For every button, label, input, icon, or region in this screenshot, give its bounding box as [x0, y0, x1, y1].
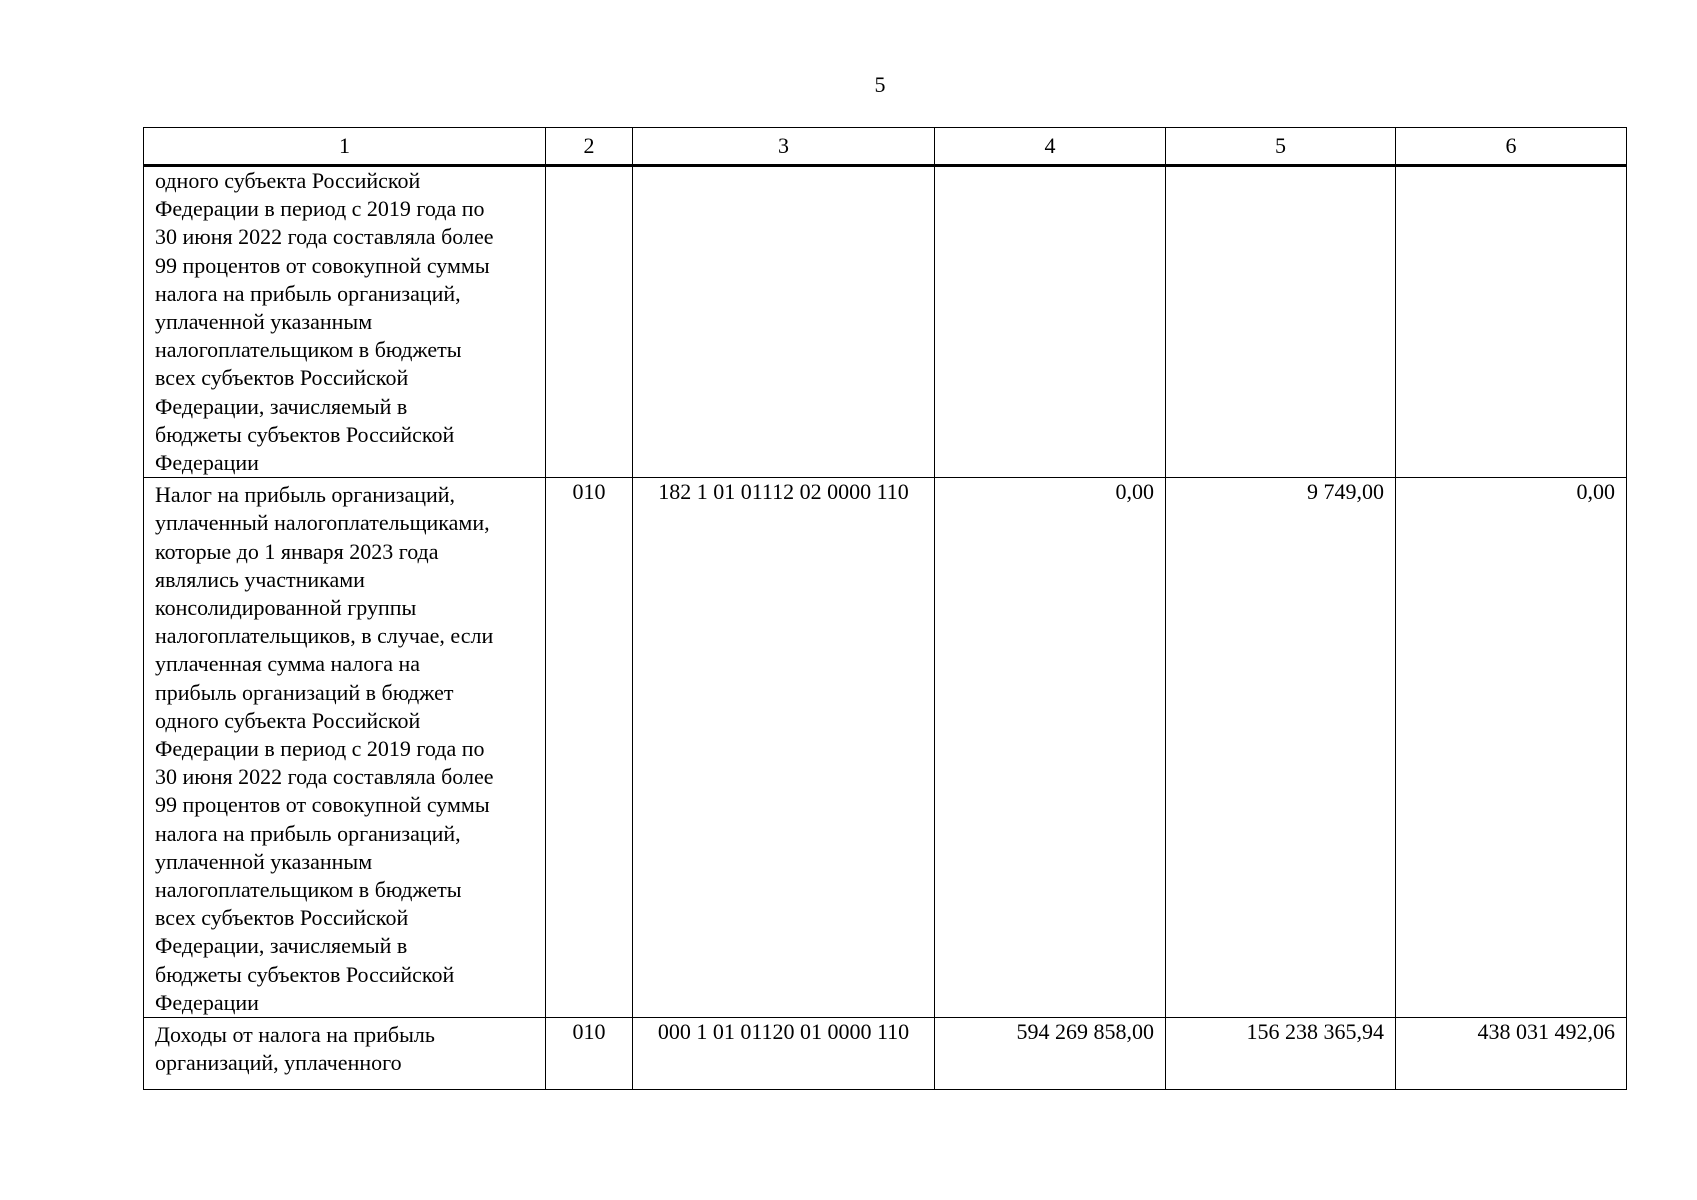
budget-code-cell: 182 1 01 01112 02 0000 110: [633, 478, 935, 1018]
text-line: 99 процентов от совокупной суммы: [155, 252, 490, 278]
table-row: [144, 1018, 1627, 1090]
text-line: налога на прибыль организаций,: [155, 280, 461, 306]
text-line: 30 июня 2022 года составляла более: [155, 764, 494, 790]
line-code-cell: 010: [546, 478, 633, 1018]
income-name-cell: [144, 1018, 546, 1090]
text-line: Федерации: [155, 450, 259, 476]
col4-value-cell: 0,00: [935, 478, 1166, 1018]
budget-code-cell: 000 1 01 01120 01 0000 110: [633, 1018, 935, 1090]
income-table: [143, 127, 1627, 1090]
header-col-3: 3: [633, 128, 935, 166]
col6-value-cell: [1396, 166, 1627, 478]
text-line: всех субъектов Российской: [155, 905, 409, 931]
header-col-4: 4: [935, 128, 1166, 166]
income-name-cell: [144, 166, 546, 478]
header-col-1: 1: [144, 128, 546, 166]
text-line: одного субъекта Российской: [155, 707, 421, 733]
page-number: 5: [874, 72, 886, 97]
header-row: [144, 128, 1627, 166]
text-line: Федерации в период с 2019 года по: [155, 196, 485, 222]
col5-value-cell: [1166, 166, 1396, 478]
text-line: бюджеты субъектов Российской: [155, 421, 455, 447]
text-line: Федерации, зачисляемый в: [155, 933, 408, 959]
text-line: налогоплательщиком в бюджеты: [155, 337, 462, 363]
text-line: Доходы от налога на прибыль: [155, 1022, 435, 1048]
text-line: налогоплательщиков, в случае, если: [155, 623, 494, 649]
text-line: Федерации в период с 2019 года по: [155, 736, 485, 762]
text-line: 30 июня 2022 года составляла более: [155, 224, 494, 250]
text-line: уплаченная сумма налога на: [155, 651, 421, 677]
text-line: уплаченный налогоплательщиками,: [155, 510, 490, 536]
table-body: [144, 166, 1627, 1090]
text-line: являлись участниками: [155, 566, 365, 592]
col4-value-cell: [935, 166, 1166, 478]
text-line: уплаченной указанным: [155, 848, 373, 874]
col6-value-cell: 438 031 492,06: [1396, 1018, 1627, 1090]
header-col-6: 6: [1396, 128, 1627, 166]
text-line: Налог на прибыль организаций,: [155, 482, 456, 508]
text-line: Федерации: [155, 989, 259, 1015]
budget-code-cell: [633, 166, 935, 478]
header-col-5: 5: [1166, 128, 1396, 166]
text-line: всех субъектов Российской: [155, 365, 409, 391]
text-line: которые до 1 января 2023 года: [155, 538, 439, 564]
text-line: консолидированной группы: [155, 595, 417, 621]
table-row: [144, 478, 1627, 1018]
text-line: налогоплательщиком в бюджеты: [155, 877, 462, 903]
line-code-cell: [546, 166, 633, 478]
table-header: [144, 128, 1627, 166]
text-line: одного субъекта Российской: [155, 168, 421, 193]
col5-value-cell: 156 238 365,94: [1166, 1018, 1396, 1090]
text-line: 99 процентов от совокупной суммы: [155, 792, 490, 818]
col5-value-cell: 9 749,00: [1166, 478, 1396, 1018]
text-line: организаций, уплаченного: [155, 1050, 402, 1076]
text-line: уплаченной указанным: [155, 309, 373, 335]
header-col-2: 2: [546, 128, 633, 166]
text-line: Федерации, зачисляемый в: [155, 393, 408, 419]
col4-value-cell: 594 269 858,00: [935, 1018, 1166, 1090]
income-name-cell: [144, 478, 546, 1018]
text-line: бюджеты субъектов Российской: [155, 961, 455, 987]
text-line: налога на прибыль организаций,: [155, 820, 461, 846]
text-line: прибыль организаций в бюджет: [155, 679, 454, 705]
line-code-cell: 010: [546, 1018, 633, 1090]
table-row: [144, 166, 1627, 478]
col6-value-cell: 0,00: [1396, 478, 1627, 1018]
